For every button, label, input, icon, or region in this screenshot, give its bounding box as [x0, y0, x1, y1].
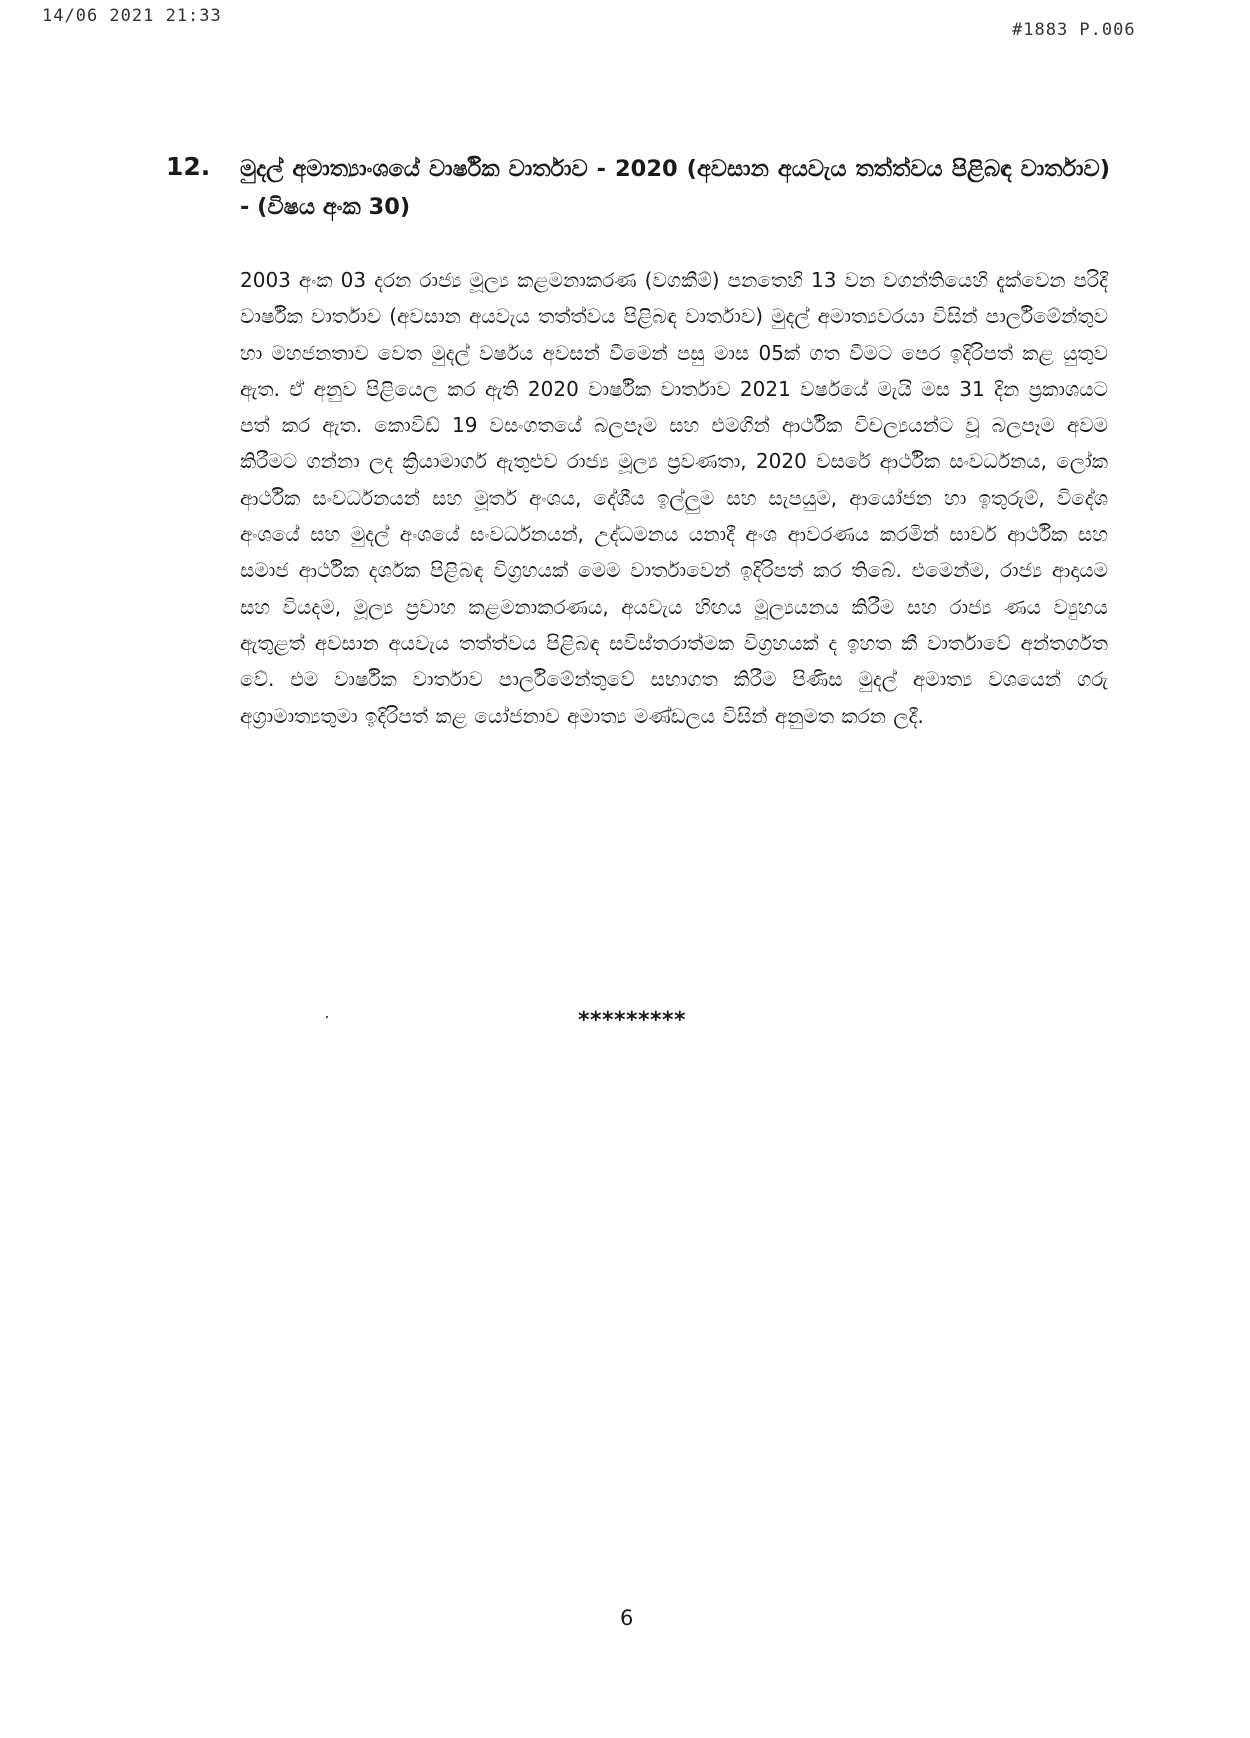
item-title: මුදල් අමාත්‍යාංශයේ වාර්ෂික වාර්තාව - 2020 (අවසාන අයවැය තත්ත්වය පිළිබඳ වාර්තාව) - (විෂය අංක 30) — [240, 156, 1110, 220]
scan-speck — [326, 1016, 328, 1018]
item-body-paragraph: 2003 අංක 03 දරන රාජ්‍ය මූල්‍ය කළමනාකරණ (වගකීම්) පනතෙහි 13 වන වගන්තියෙහි දැක්වෙන පරිදි වාර්ෂික වාර්තාව (අවසාන අයවැය තත්ත්වය පිළිබඳ වාර්තාව) මුදල් අමාත්‍යවරයා විසින් පාර්ලිමේන්තුව හා මහජනතාව වෙත මුදල් වර්ෂය අවසන් වීමෙන් පසු මාස 05ක් ගත වීමට පෙර ඉදිරිපත් කළ යුතුව ඇත. ඒ අනුව පිළියෙල කර ඇති 2020 වාර්ෂික වාර්තාව 2021 වර්ෂයේ මැයි මස 31 දින ප්‍රකාශයට පත් කර ඇත. කොවිඩ් 19 වසංගතයේ බලපෑම සහ එමගින් ආර්ථික විචල්‍යයන්ට වූ බලපෑම අවම කිරීමට ගන්නා ලද ක්‍රියාමාර්ග ඇතුළුව රාජ්‍ය මූල්‍ය ප්‍රවණතා, 2020 වසරේ ආර්ථික සංවර්ධනය, ලෝක ආර්ථික සංවර්ධනයන් සහ මූර්ත අංශය, දේශීය ඉල්ලුම සහ සැපයුම, ආයෝජන හා ඉතුරුම්, විදේශ අංශයේ සහ මුදල් අංශයේ සංවර්ධනයන්, උද්ධමනය යනාදී අංශ ආවරණය කරමින් සාර්ව ආර්ථික සහ සමාජ ආර්ථික දර්ශක පිළිබඳ විග්‍රහයක් මෙම වාර්තාවෙන් ඉදිරිපත් කර තිබේ. එමෙන්ම, රාජ්‍ය ආදායම සහ වියදම, මූල්‍ය ප්‍රවාහ කළමනාකරණය, අයවැය හිඟය මූල්‍යයනය කිරීම සහ රාජ්‍ය ණය ව්‍යුහය ඇතුළත් අවසාන අයවැය තත්ත්වය පිළිබඳ සවිස්තරාත්මක විග්‍රහයක් ද ඉහත කී වාර්තාවේ අන්තර්ගත වේ. එම වාර්ෂික වාර්තාව පාර්ලිමේන්තුවේ සභාගත කිරීම පිණිස මුදල් අමාත්‍ය වශයෙන් ගරු අග්‍රාමාත්‍යතුමා ඉදිරිපත් කළ යෝජනාව අමාත්‍ය මණ්ඩලය විසින් අනුමත කරන ලදී. — [240, 268, 1108, 728]
section-separator: ********* — [578, 1008, 687, 1033]
fax-page-reference: #1883 P.006 — [1012, 20, 1136, 40]
item-number: 12. — [166, 152, 211, 181]
fax-datetime: 14/06 2021 21:33 — [42, 6, 222, 26]
page-number: 6 — [620, 1606, 634, 1630]
